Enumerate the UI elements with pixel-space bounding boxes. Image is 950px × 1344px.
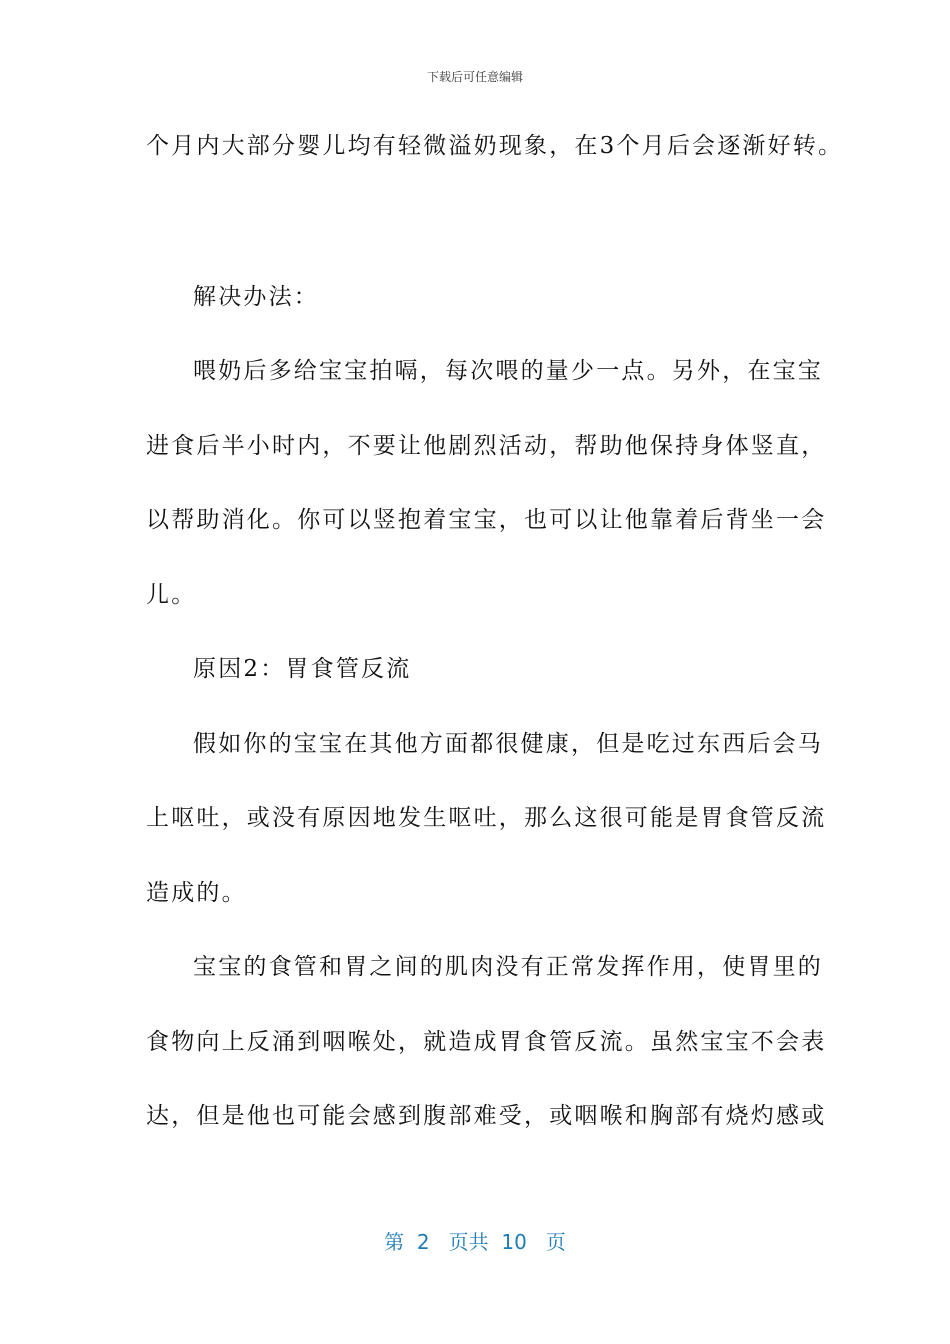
text-line-8: 假如你的宝宝在其他方面都很健康，但是吃过东西后会马 — [193, 731, 823, 757]
text-line-2: 解决办法： — [193, 284, 319, 310]
text-line-12: 食物向上反涌到咽喉处，就造成胃食管反流。虽然宝宝不会表 — [146, 1029, 827, 1055]
text-line-4: 进食后半小时内，不要让他剧烈活动，帮助他保持身体竖直， — [146, 433, 827, 459]
text-line-10: 造成的。 — [146, 880, 247, 906]
page-footer: 第 2 页共 10 页 — [384, 1230, 566, 1254]
text-line-5: 以帮助消化。你可以竖抱着宝宝，也可以让他靠着后背坐一会 — [146, 507, 827, 533]
text-line-3: 喂奶后多给宝宝拍嗝，每次喂的量少一点。另外，在宝宝 — [193, 358, 823, 384]
text-line-6: 儿。 — [146, 582, 197, 608]
text-line-9: 上呕吐，或没有原因地发生呕吐，那么这很可能是胃食管反流 — [146, 805, 827, 831]
header-note: 下载后可任意编辑 — [426, 70, 523, 84]
text-line-13: 达，但是他也可能会感到腹部难受，或咽喉和胸部有烧灼感或 — [146, 1103, 827, 1129]
text-line-7: 原因2：胃食管反流 — [193, 656, 412, 682]
text-line-1: 个月内大部分婴儿均有轻微溢奶现象，在3个月后会逐渐好转。 — [146, 133, 844, 159]
text-line-11: 宝宝的食管和胃之间的肌肉没有正常发挥作用，使胃里的 — [193, 954, 823, 980]
